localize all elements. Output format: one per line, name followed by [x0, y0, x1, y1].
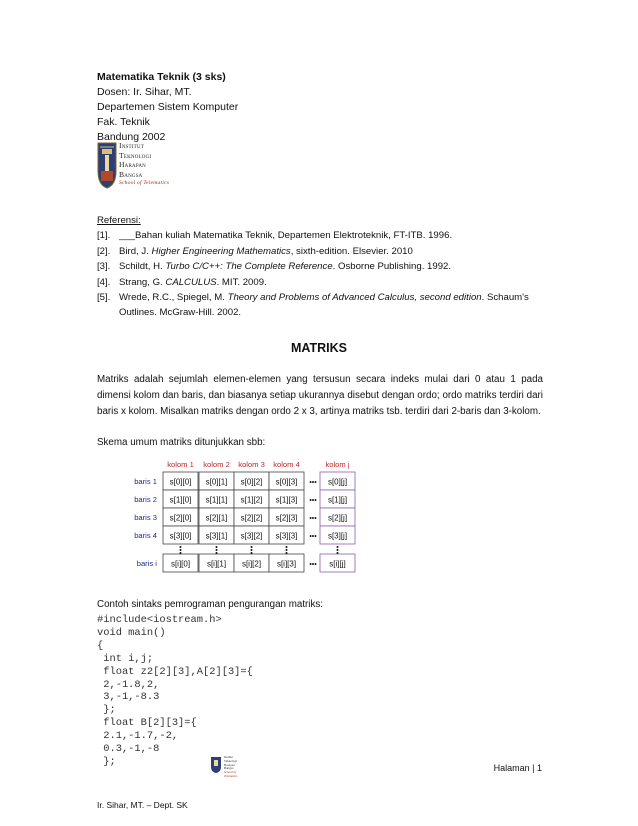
matrix-cell-label: s[i][2]: [241, 559, 262, 569]
vertical-ellipsis-dot: [337, 552, 339, 554]
section-title: MATRIKS: [290, 341, 347, 355]
code-block: [97, 614, 253, 769]
logo-line: Bangsa: [224, 766, 234, 771]
document-header: [97, 70, 238, 145]
reference-item: [97, 290, 543, 321]
column-header: kolom 3: [238, 460, 265, 469]
reference-publisher: . Schaum's Outlines. McGraw-Hill. 2002.: [119, 292, 529, 319]
column-header: kolom 2: [203, 460, 230, 469]
logo-line: Teknologi: [119, 150, 152, 160]
reference-publisher: . MIT. 2009.: [216, 276, 267, 288]
header-line: Departemen Sistem Komputer: [97, 101, 239, 113]
reference-text: ___Bahan kuliah Matematika Teknik, Departemen Elektroteknik, FT-ITB. 1996.: [119, 230, 453, 242]
logo-subtitle: School of Telematics: [224, 770, 238, 778]
reference-author: Schildt, H.: [119, 261, 166, 273]
matrix-cell-label: s[0][j]: [327, 477, 348, 487]
matrix-cell-label: s[i][0]: [170, 559, 191, 569]
matrix-cell-label: s[3][j]: [327, 531, 348, 541]
matrix-cell-label: s[3][3]: [275, 531, 298, 541]
logo-line: Institut: [224, 755, 234, 759]
row-header: baris 2: [134, 495, 157, 504]
vertical-ellipsis-dot: [286, 549, 288, 551]
matrix-cell-label: s[3][2]: [240, 531, 263, 541]
code-line: void main(): [97, 626, 166, 639]
matrix-cell-label: s[0][3]: [275, 477, 298, 487]
code-line: 3,-1,-8.3: [97, 691, 160, 704]
vertical-ellipsis-dot: [251, 546, 253, 548]
vertical-ellipsis-dot: [251, 552, 253, 554]
row-header: baris 3: [134, 513, 157, 522]
code-intro: Contoh sintaks pemrograman pengurangan matriks:: [97, 599, 323, 610]
references-section: [97, 213, 543, 321]
paragraph-definition: Matriks adalah sejumlah elemen-elemen yang tersusun secara indeks mulai dari 0 atau 1 pada dimensi kolom dan baris, dan biasanya setiap ukurannya disebut dengan ordo; ordo matriks terdiri dari baris x kolom. Misalkan matriks dengan ordo 2 x 3, artinya matriks tsb. terdiri dari 2-baris dan 3-kolom.: [97, 374, 543, 417]
matrix-cell-label: s[2][2]: [240, 513, 263, 523]
reference-item: [97, 259, 543, 274]
reference-item: [97, 228, 543, 243]
vertical-ellipsis-dot: [180, 546, 182, 548]
row-header: baris 1: [134, 477, 157, 486]
shield-icon: [210, 756, 222, 774]
matrix-cell-label: s[1][0]: [169, 495, 192, 505]
footer-author: Ir. Sihar, MT. – Dept. SK: [97, 800, 188, 810]
reference-number: [1].: [97, 230, 111, 242]
reference-item: [97, 275, 543, 290]
page-number: Halaman | 1: [493, 763, 542, 773]
matrix-scheme-figure: [123, 456, 373, 584]
matrix-cell-label: s[2][0]: [169, 513, 192, 523]
matrix-cell-label: s[0][2]: [240, 477, 263, 487]
row-ellipsis: •••: [309, 533, 317, 541]
header-line: Dosen: Ir. Sihar, MT.: [97, 86, 192, 98]
footer-logo-text: [224, 756, 250, 779]
matrix-cell-label: s[2][3]: [275, 513, 298, 523]
reference-author: Wrede, R.C., Spiegel, M.: [119, 292, 228, 304]
reference-number: [2].: [97, 245, 111, 257]
matrix-cell-label: s[i][j]: [329, 559, 346, 569]
reference-number: [4].: [97, 276, 111, 288]
vertical-ellipsis-dot: [216, 552, 218, 554]
logo-line: Harapan: [224, 762, 235, 767]
code-line: 2.1,-1.7,-2,: [97, 730, 179, 743]
matrix-cell-label: s[1][1]: [205, 495, 228, 505]
reference-title: Turbo C/C++: The Complete Reference: [165, 261, 333, 273]
vertical-ellipsis-dot: [286, 552, 288, 554]
code-line: {: [97, 639, 104, 652]
row-ellipsis: •••: [309, 497, 317, 505]
column-header: kolom j: [325, 460, 350, 469]
code-line: };: [97, 704, 116, 717]
matrix-cell-label: s[i][1]: [206, 559, 227, 569]
row-ellipsis: •••: [309, 561, 317, 569]
institution-logo: [97, 141, 197, 191]
code-line: 0.3,-1,-8: [97, 743, 160, 756]
vertical-ellipsis-dot: [216, 549, 218, 551]
matrix-cell-label: s[1][3]: [275, 495, 298, 505]
row-header: baris i: [136, 559, 157, 568]
logo-line: Harapan: [119, 160, 146, 170]
header-line: Bandung 2002: [97, 131, 166, 143]
shield-icon: [97, 141, 117, 189]
code-line: float z2[2][3],A[2][3]={: [97, 665, 253, 678]
row-ellipsis: •••: [309, 515, 317, 523]
code-line: int i,j;: [97, 652, 154, 665]
logo-text: [119, 141, 169, 189]
matrix-cell-label: s[1][2]: [240, 495, 263, 505]
code-line: 2,-1.8,2,: [97, 678, 160, 691]
vertical-ellipsis-dot: [251, 549, 253, 551]
reference-item: [97, 244, 543, 259]
matrix-cell-label: s[3][1]: [205, 531, 228, 541]
vertical-ellipsis-dot: [286, 546, 288, 548]
matrix-cell-label: s[1][j]: [327, 495, 348, 505]
reference-publisher: , sixth-edition. Elsevier. 2010: [290, 245, 413, 257]
footer-logo: [210, 755, 250, 778]
matrix-cell-label: s[2][j]: [327, 513, 348, 523]
vertical-ellipsis-dot: [180, 549, 182, 551]
row-ellipsis: •••: [309, 479, 317, 487]
matrix-cell-label: s[3][0]: [169, 531, 192, 541]
reference-title: Theory and Problems of Advanced Calculus, second edition: [227, 292, 482, 304]
matrix-cell-label: s[i][3]: [276, 559, 297, 569]
logo-subtitle: School of Telematics: [119, 180, 170, 187]
reference-author: Bird, J.: [119, 245, 152, 257]
column-header: kolom 1: [167, 460, 194, 469]
references-title: Referensi:: [97, 215, 141, 226]
vertical-ellipsis-dot: [337, 546, 339, 548]
reference-publisher: . Osborne Publishing. 1992.: [332, 261, 452, 273]
paragraph-scheme-intro: Skema umum matriks ditunjukkan sbb:: [97, 437, 266, 448]
reference-number: [3].: [97, 261, 111, 273]
vertical-ellipsis-dot: [216, 546, 218, 548]
matrix-cell-label: s[2][1]: [205, 513, 228, 523]
matrix-cell-label: s[0][1]: [205, 477, 228, 487]
vertical-ellipsis-dot: [337, 549, 339, 551]
column-header: kolom 4: [273, 460, 300, 469]
code-line: float B[2][3]={: [97, 717, 197, 730]
vertical-ellipsis-dot: [180, 552, 182, 554]
code-line: };: [97, 755, 116, 768]
row-header: baris 4: [134, 531, 157, 540]
code-line: #include<iostream.h>: [97, 614, 222, 626]
header-line: Fak. Teknik: [97, 116, 150, 128]
logo-line: Institut: [119, 141, 144, 150]
reference-title: Higher Engineering Mathematics: [151, 245, 291, 257]
logo-line: Teknologi: [224, 758, 237, 763]
reference-author: Strang, G.: [119, 276, 166, 288]
reference-number: [5].: [97, 292, 111, 304]
matrix-cell-label: s[0][0]: [169, 477, 192, 487]
reference-title: CALCULUS: [165, 276, 217, 288]
logo-line: Bangsa: [119, 169, 143, 179]
course-title: Matematika Teknik (3 sks): [97, 71, 226, 83]
